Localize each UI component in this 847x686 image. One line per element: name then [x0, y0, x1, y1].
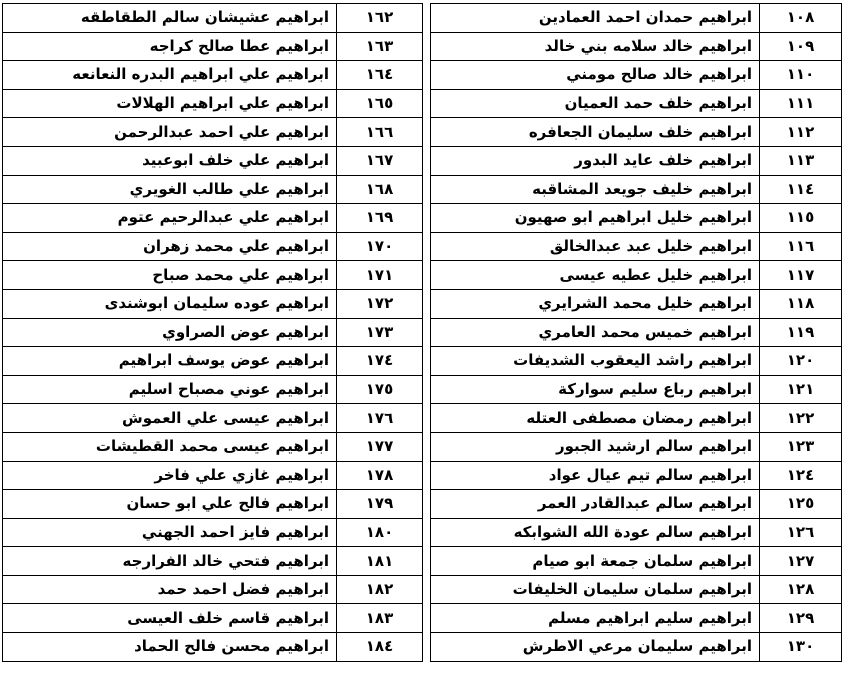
row-number: ١١٨ — [760, 289, 842, 318]
person-name: ابراهيم عيسى علي العموش — [3, 404, 337, 433]
person-name: ابراهيم عوني مصباح اسليم — [3, 375, 337, 404]
row-number: ١٧٥ — [337, 375, 423, 404]
row-number: ١٨٠ — [337, 518, 423, 547]
row-number: ١٧٤ — [337, 347, 423, 376]
table-row — [3, 347, 423, 376]
row-number: ١٧٣ — [337, 318, 423, 347]
table-row — [3, 232, 423, 261]
table-row — [431, 61, 842, 90]
row-number: ١٧٦ — [337, 404, 423, 433]
table-row — [3, 432, 423, 461]
table-row — [3, 490, 423, 519]
table-row — [3, 89, 423, 118]
right-table-body — [431, 4, 842, 662]
table-row — [3, 146, 423, 175]
row-number: ١٦٦ — [337, 118, 423, 147]
table-row — [431, 604, 842, 633]
person-name: ابراهيم علي محمد صباح — [3, 261, 337, 290]
person-name: ابراهيم سالم عودة الله الشوابكه — [431, 518, 760, 547]
row-number: ١٢٧ — [760, 547, 842, 576]
table-row — [3, 518, 423, 547]
person-name: ابراهيم علي عبدالرحيم عتوم — [3, 204, 337, 233]
person-name: ابراهيم رمضان مصطفى العتله — [431, 404, 760, 433]
person-name: ابراهيم خليل عبد عبدالخالق — [431, 232, 760, 261]
person-name: ابراهيم راشد اليعقوب الشديفات — [431, 347, 760, 376]
table-row — [3, 375, 423, 404]
row-number: ١٢٢ — [760, 404, 842, 433]
person-name: ابراهيم حمدان احمد العمادين — [431, 4, 760, 33]
row-number: ١٠٩ — [760, 32, 842, 61]
table-row — [3, 175, 423, 204]
row-number: ١١٣ — [760, 146, 842, 175]
table-row — [431, 375, 842, 404]
person-name: ابراهيم سليمان مرعي الاطرش — [431, 633, 760, 662]
table-row — [431, 289, 842, 318]
row-number: ١٦٨ — [337, 175, 423, 204]
person-name: ابراهيم خلف حمد العميان — [431, 89, 760, 118]
row-number: ١٢١ — [760, 375, 842, 404]
row-number: ١٨٢ — [337, 575, 423, 604]
table-row — [431, 518, 842, 547]
row-number: ١٨٤ — [337, 633, 423, 662]
person-name: ابراهيم خالد سلامه بني خالد — [431, 32, 760, 61]
person-name: ابراهيم غازي علي فاخر — [3, 461, 337, 490]
person-name: ابراهيم فضل احمد حمد — [3, 575, 337, 604]
table-row — [3, 61, 423, 90]
row-number: ١١٩ — [760, 318, 842, 347]
table-row — [3, 404, 423, 433]
row-number: ١١٥ — [760, 204, 842, 233]
row-number: ١١٢ — [760, 118, 842, 147]
person-name: ابراهيم خليف جويعد المشاقبه — [431, 175, 760, 204]
person-name: ابراهيم عوض يوسف ابراهيم — [3, 347, 337, 376]
table-row — [431, 490, 842, 519]
table-row — [431, 204, 842, 233]
table-row — [3, 547, 423, 576]
table-row — [431, 404, 842, 433]
person-name: ابراهيم سالم عبدالقادر العمر — [431, 490, 760, 519]
person-name: ابراهيم عشيشان سالم الطقاطقه — [3, 4, 337, 33]
row-number: ١٢٦ — [760, 518, 842, 547]
row-number: ١٦٤ — [337, 61, 423, 90]
table-row — [3, 604, 423, 633]
table-row — [3, 318, 423, 347]
row-number: ١٧٩ — [337, 490, 423, 519]
person-name: ابراهيم رباع سليم سواركة — [431, 375, 760, 404]
table-row — [431, 175, 842, 204]
table-row — [431, 432, 842, 461]
table-row — [3, 633, 423, 662]
right-names-table — [430, 3, 842, 662]
table-row — [431, 89, 842, 118]
person-name: ابراهيم علي احمد عبدالرحمن — [3, 118, 337, 147]
row-number: ١٧٨ — [337, 461, 423, 490]
left-table-body — [3, 4, 423, 662]
row-number: ١٦٧ — [337, 146, 423, 175]
person-name: ابراهيم سلمان سليمان الخليفات — [431, 575, 760, 604]
person-name: ابراهيم علي خلف ابوعبيد — [3, 146, 337, 175]
person-name: ابراهيم عيسى محمد القطيشات — [3, 432, 337, 461]
person-name: ابراهيم عطا صالح كراجه — [3, 32, 337, 61]
person-name: ابراهيم محسن فالح الحماد — [3, 633, 337, 662]
row-number: ١٨٣ — [337, 604, 423, 633]
row-number: ١٢٠ — [760, 347, 842, 376]
row-number: ١٢٤ — [760, 461, 842, 490]
person-name: ابراهيم قاسم خلف العيسى — [3, 604, 337, 633]
person-name: ابراهيم سلمان جمعة ابو صيام — [431, 547, 760, 576]
row-number: ١٦٣ — [337, 32, 423, 61]
person-name: ابراهيم خليل ابراهيم ابو صهيون — [431, 204, 760, 233]
person-name: ابراهيم عوده سليمان ابوشندى — [3, 289, 337, 318]
person-name: ابراهيم علي محمد زهران — [3, 232, 337, 261]
table-row — [431, 4, 842, 33]
row-number: ١٠٨ — [760, 4, 842, 33]
person-name: ابراهيم خلف سليمان الجعافره — [431, 118, 760, 147]
table-row — [431, 461, 842, 490]
row-number: ١١٠ — [760, 61, 842, 90]
row-number: ١٧١ — [337, 261, 423, 290]
row-number: ١١٤ — [760, 175, 842, 204]
person-name: ابراهيم خلف عايد البدور — [431, 146, 760, 175]
row-number: ١٢٩ — [760, 604, 842, 633]
row-number: ١٦٩ — [337, 204, 423, 233]
person-name: ابراهيم فايز احمد الجهني — [3, 518, 337, 547]
row-number: ١١٦ — [760, 232, 842, 261]
person-name: ابراهيم عوض الصراوي — [3, 318, 337, 347]
row-number: ١٨١ — [337, 547, 423, 576]
table-row — [3, 4, 423, 33]
table-row — [431, 575, 842, 604]
person-name: ابراهيم فتحي خالد الفرارجه — [3, 547, 337, 576]
row-number: ١٧٠ — [337, 232, 423, 261]
table-row — [3, 32, 423, 61]
table-row — [431, 318, 842, 347]
row-number: ١٢٨ — [760, 575, 842, 604]
left-names-table — [2, 3, 423, 662]
person-name: ابراهيم خالد صالح مومني — [431, 61, 760, 90]
table-row — [431, 547, 842, 576]
row-number: ١٦٥ — [337, 89, 423, 118]
row-number: ١٦٢ — [337, 4, 423, 33]
row-number: ١٢٣ — [760, 432, 842, 461]
table-row — [3, 575, 423, 604]
row-number: ١٧٧ — [337, 432, 423, 461]
table-row — [3, 261, 423, 290]
table-row — [431, 146, 842, 175]
person-name: ابراهيم خليل محمد الشرايري — [431, 289, 760, 318]
table-row — [3, 461, 423, 490]
table-row — [431, 32, 842, 61]
table-row — [3, 118, 423, 147]
person-name: ابراهيم خميس محمد العامري — [431, 318, 760, 347]
person-name: ابراهيم سالم تيم عيال عواد — [431, 461, 760, 490]
table-row — [431, 633, 842, 662]
person-name: ابراهيم علي طالب الغويري — [3, 175, 337, 204]
person-name: ابراهيم خليل عطيه عيسى — [431, 261, 760, 290]
row-number: ١٣٠ — [760, 633, 842, 662]
table-row — [3, 204, 423, 233]
row-number: ١١٧ — [760, 261, 842, 290]
row-number: ١٢٥ — [760, 490, 842, 519]
table-row — [431, 347, 842, 376]
person-name: ابراهيم علي ابراهيم الهلالات — [3, 89, 337, 118]
person-name: ابراهيم فالح علي ابو حسان — [3, 490, 337, 519]
row-number: ١٧٢ — [337, 289, 423, 318]
table-row — [3, 289, 423, 318]
table-row — [431, 261, 842, 290]
row-number: ١١١ — [760, 89, 842, 118]
table-row — [431, 118, 842, 147]
table-row — [431, 232, 842, 261]
person-name: ابراهيم علي ابراهيم البدره النعانعه — [3, 61, 337, 90]
person-name: ابراهيم سالم ارشيد الجبور — [431, 432, 760, 461]
person-name: ابراهيم سليم ابراهيم مسلم — [431, 604, 760, 633]
